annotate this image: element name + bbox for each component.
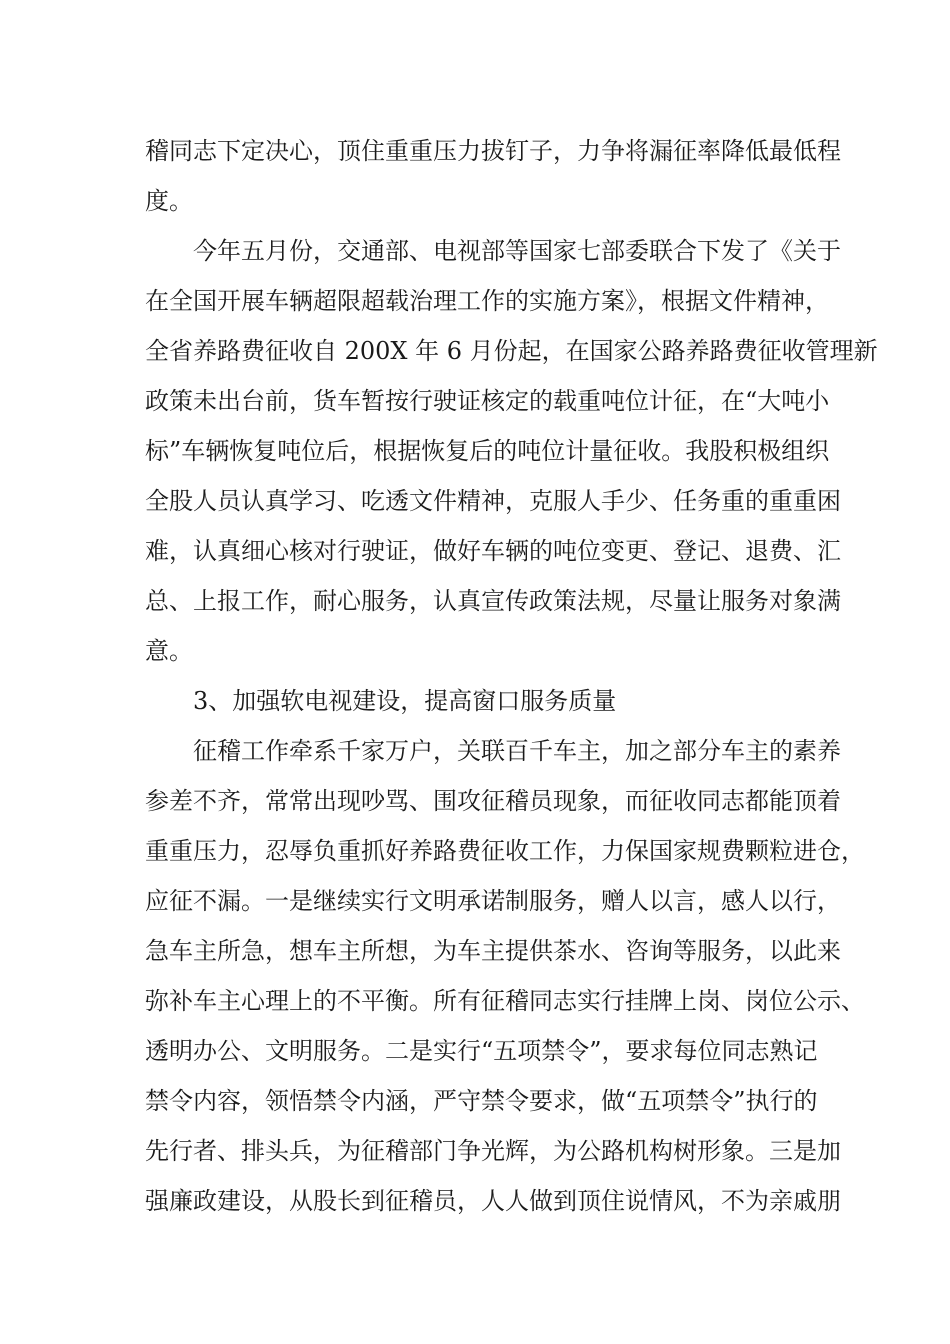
text-line: 度。 xyxy=(145,187,193,215)
text-line: 标”车辆恢复吨位后，根据恢复后的吨位计量征收。我股积极组织 xyxy=(145,437,830,465)
text-line: 透明办公、文明服务。二是实行“五项禁令”，要求每位同志熟记 xyxy=(145,1037,818,1065)
text-line: 应征不漏。一是继续实行文明承诺制服务，赠人以言，感人以行， xyxy=(145,887,841,915)
text-line: 全省养路费征收自 200X 年 6 月份起，在国家公路养路费征收管理新 xyxy=(145,337,878,365)
text-line: 强廉政建设，从股长到征稽员，人人做到顶住说情风，不为亲戚朋 xyxy=(145,1187,841,1215)
paragraph-start-line: 征稽工作牵系千家万户，关联百千车主，加之部分车主的素养 xyxy=(193,737,841,765)
text-line: 禁令内容，领悟禁令内涵，严守禁令要求，做“五项禁令”执行的 xyxy=(145,1087,818,1115)
paragraph-start-line: 今年五月份，交通部、电视部等国家七部委联合下发了《关于 xyxy=(193,237,841,265)
text-line: 弥补车主心理上的不平衡。所有征稽同志实行挂牌上岗、岗位公示、 xyxy=(145,987,865,1015)
section-heading: 3、加强软电视建设，提高窗口服务质量 xyxy=(193,687,617,715)
text-line: 急车主所急，想车主所想，为车主提供茶水、咨询等服务，以此来 xyxy=(145,937,841,965)
text-line: 重重压力，忍辱负重抓好养路费征收工作，力保国家规费颗粒进仓， xyxy=(145,837,865,865)
text-line: 先行者、排头兵，为征稽部门争光辉，为公路机构树形象。三是加 xyxy=(145,1137,841,1165)
text-line: 参差不齐，常常出现吵骂、围攻征稽员现象，而征收同志都能顶着 xyxy=(145,787,841,815)
text-line: 意。 xyxy=(145,637,193,665)
text-line: 稽同志下定决心，顶住重重压力拔钉子，力争将漏征率降低最低程 xyxy=(145,137,841,165)
text-line: 政策未出台前，货车暂按行驶证核定的载重吨位计征，在“大吨小 xyxy=(145,387,830,415)
text-line: 总、上报工作，耐心服务，认真宣传政策法规，尽量让服务对象满 xyxy=(145,587,841,615)
text-line: 在全国开展车辆超限超载治理工作的实施方案》，根据文件精神， xyxy=(145,287,829,315)
text-line: 全股人员认真学习、吃透文件精神，克服人手少、任务重的重重困 xyxy=(145,487,841,515)
text-line: 难，认真细心核对行驶证，做好车辆的吨位变更、登记、退费、汇 xyxy=(145,537,841,565)
